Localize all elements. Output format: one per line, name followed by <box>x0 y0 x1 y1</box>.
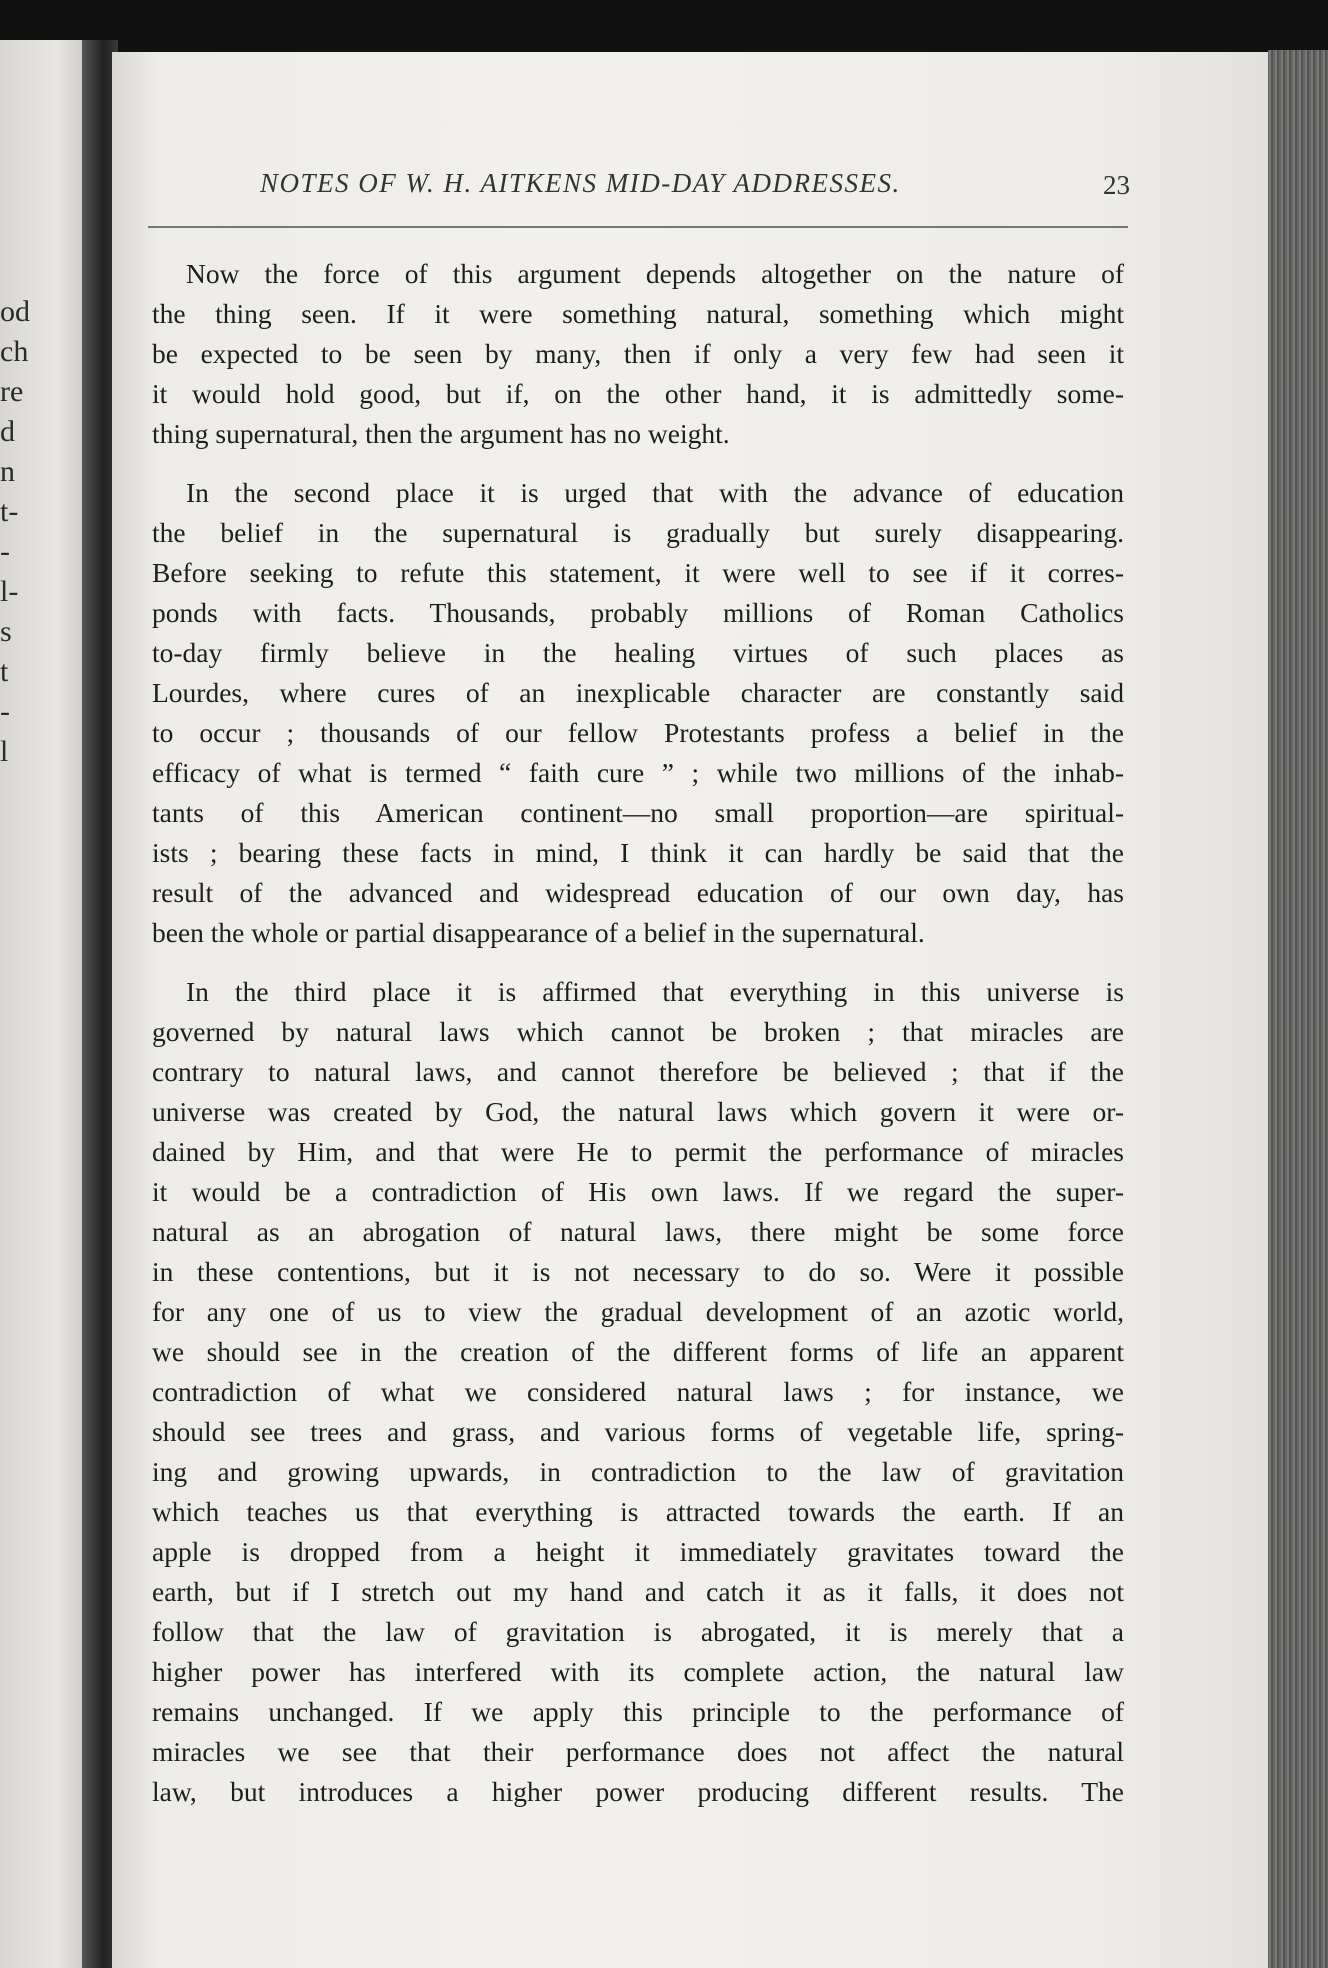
header-rule <box>148 226 1128 228</box>
text-line: it would be a contradiction of His own laws. If we regard the super- <box>152 1176 1124 1207</box>
text-line: Before seeking to refute this statement, it were well to see if it corres- <box>152 557 1124 588</box>
fragment: t <box>0 655 9 688</box>
text-line: miracles we see that their performance does not affect the natural <box>152 1736 1124 1767</box>
text-line: for any one of us to view the gradual development of an azotic world, <box>152 1296 1124 1327</box>
text-line: contradiction of what we considered natural laws ; for instance, we <box>152 1376 1124 1407</box>
text-line: ing and growing upwards, in contradiction to the law of gravitation <box>152 1456 1124 1487</box>
text-line: we should see in the creation of the different forms of life an apparent <box>152 1336 1124 1367</box>
page-edges <box>1268 50 1328 1968</box>
text-line: it would hold good, but if, on the other hand, it is admittedly some- <box>152 378 1124 409</box>
text-line: in these contentions, but it is not necessary to do so. Were it possible <box>152 1256 1124 1287</box>
fragment: d <box>0 415 15 448</box>
text-line: which teaches us that everything is attracted towards the earth. If an <box>152 1496 1124 1527</box>
text-line: governed by natural laws which cannot be broken ; that miracles are <box>152 1016 1124 1047</box>
text-line: be expected to be seen by many, then if only a very few had seen it <box>152 338 1124 369</box>
text-line: ponds with facts. Thousands, probably millions of Roman Catholics <box>152 597 1124 628</box>
text-line: earth, but if I stretch out my hand and catch it as it falls, it does not <box>152 1576 1124 1607</box>
fragment: - <box>0 535 10 568</box>
paragraph <box>152 473 1124 953</box>
fragment: - <box>0 695 10 728</box>
text-line: efficacy of what is termed “ faith cure ” ; while two millions of the inhab- <box>152 757 1124 788</box>
left-facing-page <box>0 40 82 1968</box>
text-line: follow that the law of gravitation is abrogated, it is merely that a <box>152 1616 1124 1647</box>
text-line: the thing seen. If it were something natural, something which might <box>152 298 1124 329</box>
text-line: should see trees and grass, and various forms of vegetable life, spring- <box>152 1416 1124 1447</box>
text-line: remains unchanged. If we apply this principle to the performance of <box>152 1696 1124 1727</box>
running-header <box>150 168 1130 212</box>
text-line: Now the force of this argument depends altogether on the nature of <box>186 258 1124 289</box>
text-line: apple is dropped from a height it immediately gravitates toward the <box>152 1536 1124 1567</box>
fragment: re <box>0 375 24 408</box>
left-page-text-fragments <box>0 292 40 772</box>
fragment: ch <box>0 335 29 368</box>
text-line: contrary to natural laws, and cannot therefore be believed ; that if the <box>152 1056 1124 1087</box>
text-line: In the third place it is affirmed that everything in this universe is <box>186 976 1124 1007</box>
text-line: dained by Him, and that were He to permit the performance of miracles <box>152 1136 1124 1167</box>
text-line: universe was created by God, the natural laws which govern it were or- <box>152 1096 1124 1127</box>
fragment: t- <box>0 495 19 528</box>
fragment: l <box>0 735 9 768</box>
page-number: 23 <box>1103 170 1130 200</box>
fragment: od <box>0 295 30 328</box>
fragment: l- <box>0 575 19 608</box>
text-line: to-day firmly believe in the healing virtues of such places as <box>152 637 1124 668</box>
text-line: been the whole or partial disappearance of a belief in the supernatural. <box>152 917 925 948</box>
paragraph <box>152 972 1124 1812</box>
text-line: the belief in the supernatural is gradually but surely disappearing. <box>152 517 1124 548</box>
text-line: result of the advanced and widespread education of our own day, has <box>152 877 1124 908</box>
fragment: s <box>0 615 12 648</box>
text-line: Lourdes, where cures of an inexplicable character are constantly said <box>152 677 1124 708</box>
text-line: law, but introduces a higher power producing different results. The <box>152 1776 1124 1807</box>
text-line: In the second place it is urged that with the advance of education <box>186 477 1124 508</box>
running-title: NOTES OF W. H. AITKENS MID-DAY ADDRESSES. <box>260 168 901 198</box>
text-line: higher power has interfered with its complete action, the natural law <box>152 1656 1124 1687</box>
text-line: natural as an abrogation of natural laws, there might be some force <box>152 1216 1124 1247</box>
text-line: to occur ; thousands of our fellow Protestants profess a belief in the <box>152 717 1124 748</box>
text-line: tants of this American continent—no small proportion—are spiritual- <box>152 797 1124 828</box>
fragment: n <box>0 455 15 488</box>
paragraph <box>152 254 1124 454</box>
text-line: thing supernatural, then the argument has no weight. <box>152 418 730 449</box>
text-line: ists ; bearing these facts in mind, I think it can hardly be said that the <box>152 837 1124 868</box>
body-text <box>152 254 1124 1831</box>
